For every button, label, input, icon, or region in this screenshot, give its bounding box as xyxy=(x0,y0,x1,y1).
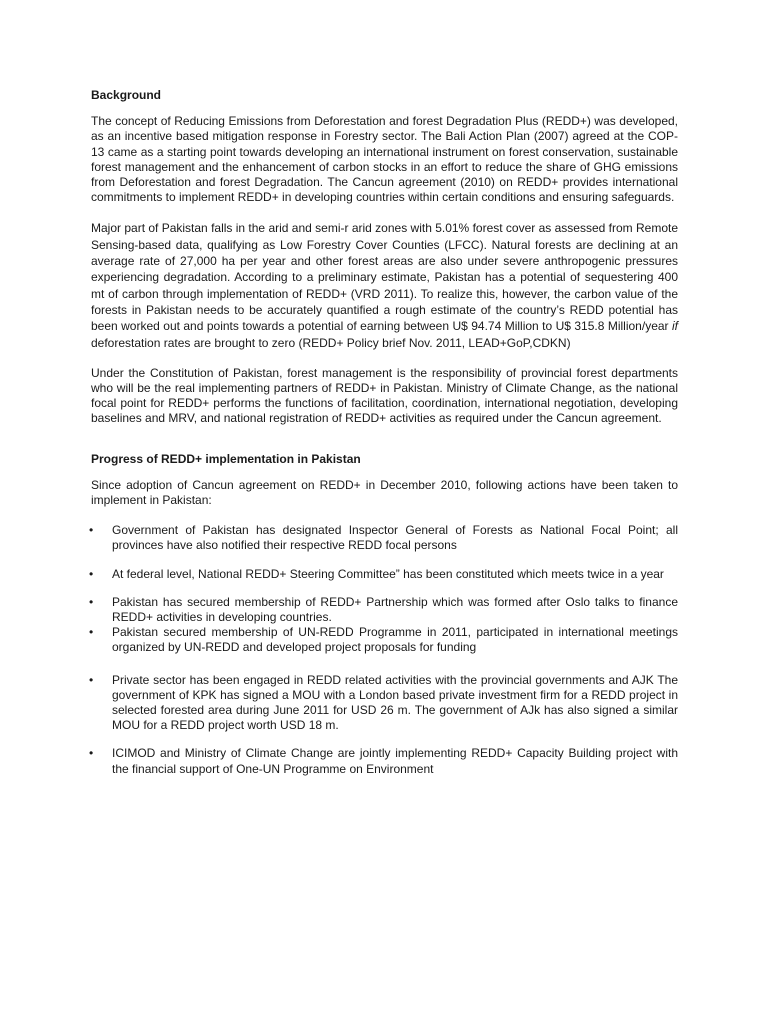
bullet-icon: • xyxy=(89,523,94,538)
document-page xyxy=(91,88,678,790)
paragraph-2-italic-if: if xyxy=(672,319,678,334)
background-paragraph-1: The concept of Reducing Emissions from Deforestation and forest Degradation Plus (REDD+) was developed, as an incentive based mitigation response in Forestry sector. The Bali Action Plan (2007) agreed at the COP-13 came as a starting point towards developing an international instrument on forest conservation, sustainable forest management and the enhancement of carbon stocks in an effort to reduce the share of GHG emissions from Deforestation and forest Degradation. The Cancun agreement (2010) on REDD+ provides international commitments to implement REDD+ in developing countries within certain conditions and ensuring safeguards. xyxy=(91,114,678,205)
list-item xyxy=(91,673,678,734)
progress-heading: Progress of REDD+ implementation in Pakistan xyxy=(91,451,361,466)
paragraph-2-text-start: Major part of Pakistan falls in the arid and semi-r arid zones with 5.01% forest cover as assessed from Remote Sensing-based data, qualifying as Low Forestry Cover Counties (LFCC). Natural forests are declining at an average rate of 27,000 ha per year and other forest areas are also under severe anthropogenic pressures experiencing degradation. According to a preliminary estimate, Pakistan has a potential of sequestering 400 mt of carbon through implementation of REDD+ (VRD 2011). To realize this, however, the carbon value of the forests in Pakistan needs to be accurately quantified a rough estimate of the country’s REDD potential has been worked out and points towards a potential of earning between U$ 94.74 Million to U$ 315.8 Million/year xyxy=(91,221,678,334)
list-item-text: Pakistan has secured membership of REDD+ Partnership which was formed after Oslo talks to finance REDD+ activities in developing countries. xyxy=(112,594,678,625)
paragraph-2-text-end: deforestation rates are brought to zero (REDD+ Policy brief Nov. 2011, LEAD+GoP,CDKN) xyxy=(91,335,571,350)
background-paragraph-3: Under the Constitution of Pakistan, forest management is the responsibility of provincial forest departments who will be the real implementing partners of REDD+ in Pakistan. Ministry of Climate Change, as the national focal point for REDD+ performs the functions of facilitation, coordination, international negotiation, developing baselines and MRV, and national registration of REDD+ activities as required under the Cancun agreement. xyxy=(91,365,678,426)
list-item-text: Pakistan secured membership of UN-REDD Programme in 2011, participated in international meetings organized by UN-REDD and developed project proposals for funding xyxy=(112,625,678,655)
bullet-icon: • xyxy=(89,594,94,609)
bullet-icon: • xyxy=(89,746,94,761)
list-item xyxy=(91,523,678,553)
bullet-icon: • xyxy=(89,625,94,640)
list-item-text: Private sector has been engaged in REDD related activities with the provincial governments and AJK The government of KPK has signed a MOU with a London based private investment firm for a REDD project in selected forested area during June 2011 for USD 26 m. The government of AJk has also signed a similar MOU for a REDD project worth USD 18 m. xyxy=(112,672,678,733)
bullet-icon: • xyxy=(89,672,94,687)
list-item xyxy=(91,567,678,582)
background-paragraph-2 xyxy=(91,220,678,350)
background-heading: Background xyxy=(91,88,162,102)
section-spacer xyxy=(91,442,678,452)
list-item xyxy=(91,595,678,625)
progress-bullet-list xyxy=(91,523,678,777)
list-item xyxy=(91,746,678,776)
list-item-text: ICIMOD and Ministry of Climate Change are jointly implementing REDD+ Capacity Building project with the financial support of One-UN Programme on Environment xyxy=(112,746,678,776)
list-item-text: Government of Pakistan has designated Inspector General of Forests as National Focal Point; all provinces have also notified their respective REDD focal persons xyxy=(112,523,678,553)
progress-intro: Since adoption of Cancun agreement on REDD+ in December 2010, following actions have been taken to implement in Pakistan: xyxy=(91,477,678,508)
list-item-text: At federal level, National REDD+ Steering Committee” has been constituted which meets twice in a year xyxy=(112,566,664,581)
bullet-icon: • xyxy=(89,566,94,581)
list-item xyxy=(91,625,678,655)
